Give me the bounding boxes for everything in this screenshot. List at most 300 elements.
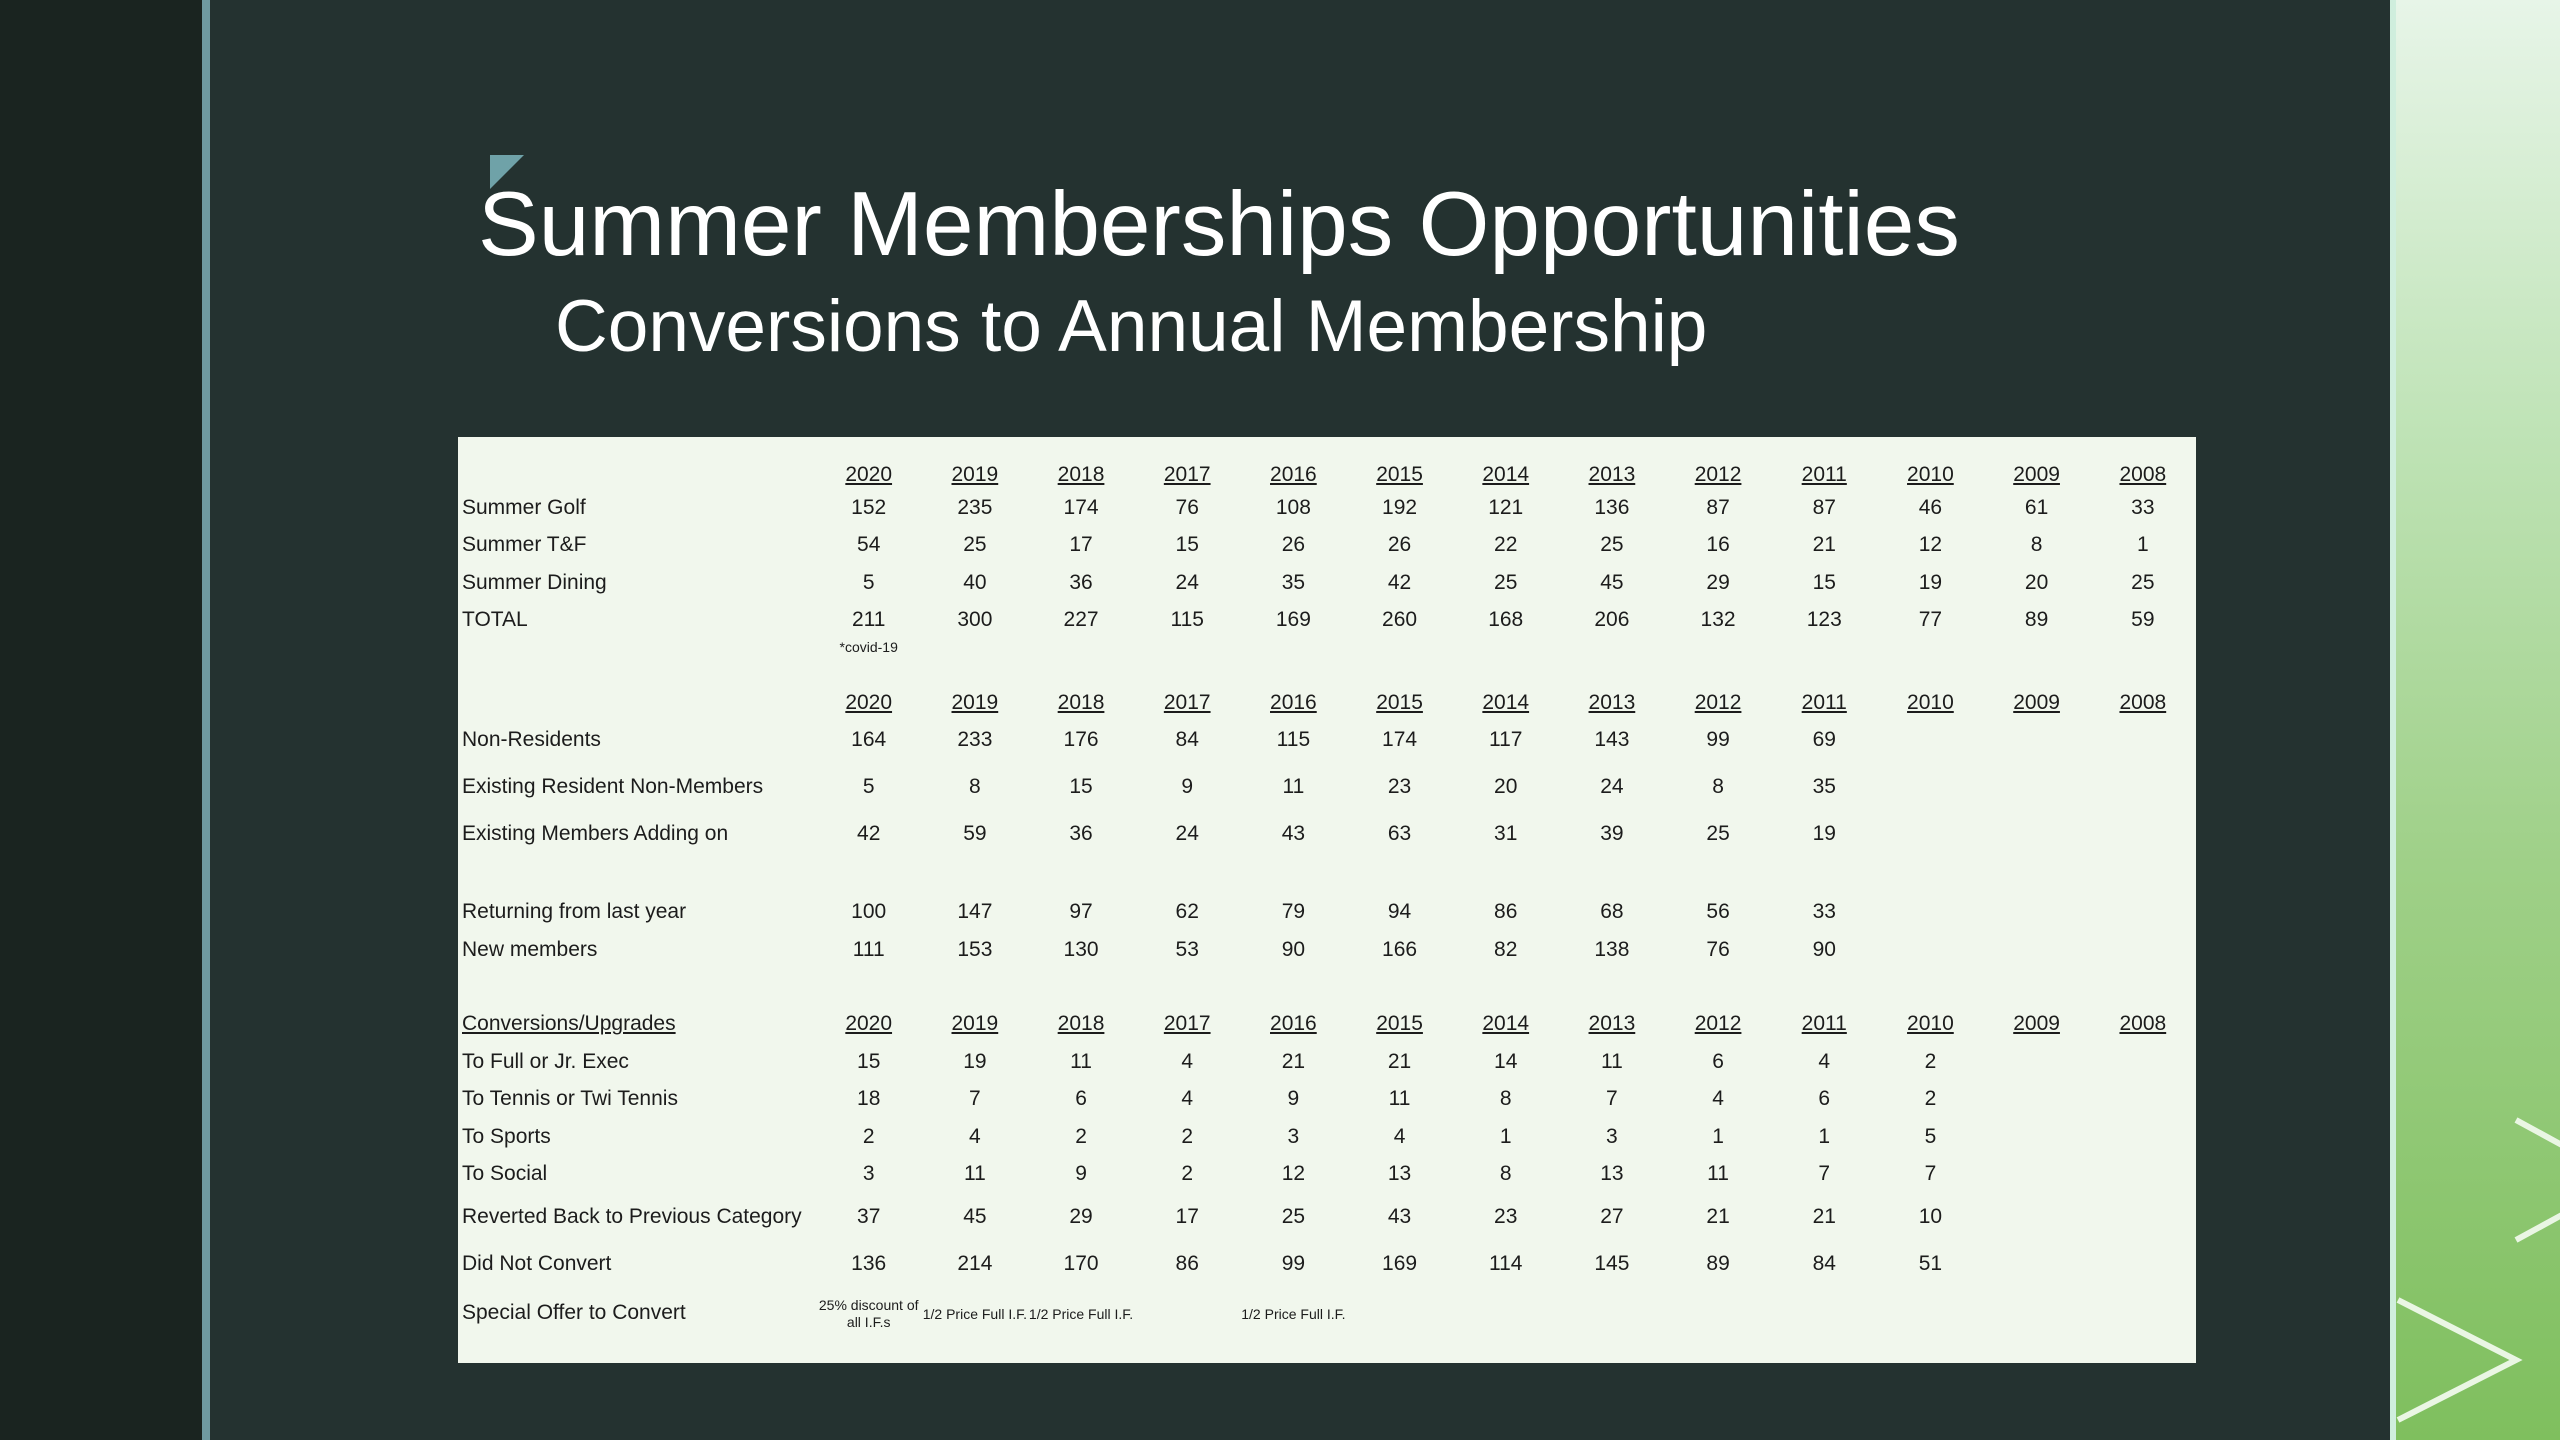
empty-cell <box>458 858 816 894</box>
year-header <box>816 667 922 717</box>
empty-cell <box>1134 639 1240 667</box>
table-cell: 36 <box>1069 822 1093 845</box>
year-header <box>1984 437 2090 489</box>
table-cell: 16 <box>1706 533 1730 557</box>
table-cell: 90 <box>1281 937 1306 961</box>
year-header <box>1240 437 1346 489</box>
year-header <box>1134 437 1240 489</box>
header-label <box>458 437 816 489</box>
slide-subtitle: Conversions to Annual Membership <box>555 286 1708 367</box>
year-header <box>1453 437 1559 489</box>
table-cell: 39 <box>1600 822 1624 845</box>
table-cell: 115 <box>1170 608 1204 632</box>
year-header <box>1665 1006 1771 1044</box>
empty-cell <box>2090 969 2196 1006</box>
table-cell: 68 <box>1600 900 1624 924</box>
empty-cell <box>1559 858 1665 894</box>
year-header <box>1346 1006 1452 1044</box>
table-cell: 3 <box>1606 1124 1618 1148</box>
table-cell: 22 <box>1494 533 1518 557</box>
empty-cell <box>1028 639 1134 667</box>
year-header <box>1559 437 1665 489</box>
header-label-text: Conversions/Upgrades <box>462 1012 676 1036</box>
empty-cell <box>1877 969 1983 1006</box>
table-cell <box>2090 1043 2196 1081</box>
year-header-text: 2018 <box>1057 1012 1105 1036</box>
table-cell: 54 <box>857 533 881 557</box>
empty-cell <box>1771 858 1877 894</box>
table-cell <box>2090 1118 2196 1156</box>
table-cell: 111 <box>852 937 885 961</box>
table-cell: 25 <box>1494 570 1518 594</box>
row-label: Non-Residents <box>462 728 601 751</box>
table-cell: 26 <box>1387 533 1412 557</box>
year-header-text: 2015 <box>1376 690 1423 714</box>
table-cell: 8 <box>969 775 981 798</box>
table-row <box>458 1156 2196 1194</box>
table-cell: 21 <box>1812 1204 1836 1228</box>
table-cell: 10 <box>1918 1204 1943 1228</box>
table-cell: 86 <box>1494 900 1518 924</box>
year-header <box>922 437 1028 489</box>
table-cell: 31 <box>1494 822 1518 845</box>
year-header-text: 2013 <box>1588 463 1636 486</box>
year-header <box>1771 667 1877 717</box>
table-cell: 2 <box>1924 1049 1937 1073</box>
table-cell: 214 <box>957 1251 993 1275</box>
year-header-text: 2014 <box>1482 463 1530 486</box>
table-cell: 108 <box>1275 495 1311 519</box>
empty-cell <box>1984 858 2090 894</box>
row-label: Reverted Back to Previous Category <box>462 1204 802 1228</box>
year-header-text: 2017 <box>1163 463 1211 486</box>
table-cell: 76 <box>1175 495 1199 519</box>
table-cell: 27 <box>1600 1204 1624 1228</box>
table-cell: 20 <box>2024 570 2049 594</box>
table-cell: 36 <box>1069 570 1093 594</box>
table-cell: 25 <box>1281 1204 1306 1228</box>
table-cell: 8 <box>1499 1162 1512 1186</box>
table-cell <box>1984 931 2090 969</box>
year-header-row <box>458 437 2196 489</box>
row-label: Summer Golf <box>462 495 586 519</box>
row-label: To Sports <box>462 1124 551 1148</box>
table-cell: 176 <box>1063 728 1099 751</box>
empty-cell <box>1984 639 2090 667</box>
table-cell: 4 <box>1818 1049 1831 1073</box>
table-cell: 69 <box>1812 728 1836 751</box>
table-cell <box>1877 894 1983 932</box>
table-cell: 17 <box>1069 533 1093 557</box>
table-cell: 115 <box>1276 728 1311 751</box>
empty-cell <box>1134 858 1240 894</box>
empty-cell <box>1559 639 1665 667</box>
table-cell: 4 <box>1181 1049 1194 1073</box>
offer-cell <box>1771 1287 1877 1339</box>
table-cell: 63 <box>1387 822 1412 845</box>
table-cell: 2 <box>1075 1124 1087 1148</box>
year-header <box>1240 1006 1346 1044</box>
empty-cell <box>1346 858 1452 894</box>
offer-cell: 25% discount of all I.F.s <box>818 1297 919 1330</box>
empty-cell <box>1240 639 1346 667</box>
year-header-text: 2013 <box>1588 1012 1636 1036</box>
empty-cell <box>1240 858 1346 894</box>
table-cell: 6 <box>1712 1049 1724 1073</box>
table-cell: 13 <box>1387 1162 1412 1186</box>
table-cell: 15 <box>1175 533 1199 557</box>
table-cell <box>1877 764 1983 811</box>
offer-cell <box>2090 1287 2196 1339</box>
table-cell <box>1984 764 2090 811</box>
table-cell: 45 <box>963 1204 987 1228</box>
empty-cell <box>816 858 922 894</box>
table-cell: 100 <box>851 900 887 924</box>
table-cell: 77 <box>1918 608 1943 632</box>
table-cell: 2 <box>1181 1162 1194 1186</box>
spacer-row <box>458 969 2196 1006</box>
empty-cell <box>1346 969 1452 1006</box>
table-row <box>458 1081 2196 1119</box>
offer-cell <box>1134 1287 1240 1339</box>
table-cell: 6 <box>1075 1087 1087 1111</box>
table-cell: 153 <box>957 937 993 961</box>
year-header <box>1771 1006 1877 1044</box>
table-row <box>458 1193 2196 1240</box>
empty-cell <box>1877 639 1983 667</box>
table-cell: 20 <box>1494 775 1518 798</box>
table-cell: 11 <box>1388 1087 1411 1111</box>
table-cell <box>1984 894 2090 932</box>
table-cell: 192 <box>1382 495 1418 519</box>
table-cell: 136 <box>1594 495 1630 519</box>
table-cell: 15 <box>1812 570 1836 594</box>
table-cell: 136 <box>851 1251 887 1275</box>
left-accent-rule <box>202 0 210 1440</box>
table-cell <box>2090 1081 2196 1119</box>
table-cell: 25 <box>1706 822 1730 845</box>
empty-cell <box>1453 639 1559 667</box>
table-cell: 12 <box>1281 1162 1306 1186</box>
table-cell: 79 <box>1281 900 1306 924</box>
year-header <box>1028 667 1134 717</box>
year-header-text: 2012 <box>1694 1012 1742 1036</box>
year-header-text: 2008 <box>2119 690 2167 714</box>
year-header-text: 2019 <box>951 690 999 714</box>
table-cell <box>1877 717 1983 764</box>
table-cell: 19 <box>963 1049 987 1073</box>
table-cell: 43 <box>1281 822 1306 845</box>
year-header <box>2090 437 2196 489</box>
year-header-text: 2009 <box>2013 463 2060 486</box>
empty-cell <box>1559 969 1665 1006</box>
year-header-text: 2010 <box>1907 463 1954 486</box>
year-header-text: 2011 <box>1801 1012 1847 1036</box>
empty-cell <box>1028 858 1134 894</box>
table-cell <box>1877 811 1983 858</box>
table-cell: 11 <box>1282 775 1305 798</box>
year-header-text: 2020 <box>845 1012 893 1036</box>
table-cell <box>1984 1043 2090 1081</box>
row-label: To Social <box>462 1162 548 1186</box>
row-label: Existing Resident Non-Members <box>462 775 764 798</box>
year-header <box>1559 667 1665 717</box>
empty-cell <box>922 969 1028 1006</box>
row-label: Returning from last year <box>462 900 687 924</box>
row-label: New members <box>462 937 598 961</box>
table-cell: 3 <box>862 1162 875 1186</box>
table-cell: 24 <box>1600 775 1624 798</box>
table-row <box>458 894 2196 932</box>
table-cell <box>2090 1156 2196 1194</box>
data-table-panel <box>458 437 2196 1363</box>
slide-title: Summer Memberships Opportunities <box>478 174 1960 275</box>
table-cell: 9 <box>1075 1162 1087 1186</box>
empty-cell <box>1665 639 1771 667</box>
table-cell: 114 <box>1488 1251 1523 1275</box>
table-cell: 53 <box>1175 937 1199 961</box>
table-cell: 25 <box>963 533 987 557</box>
table-cell: 24 <box>1175 822 1199 845</box>
year-header-text: 2014 <box>1482 690 1530 714</box>
table-cell: 7 <box>1606 1087 1618 1111</box>
offer-cell: 1/2 Price Full I.F. <box>922 1305 1027 1322</box>
table-cell: 7 <box>969 1087 981 1111</box>
offer-cell <box>1984 1287 2090 1339</box>
table-cell: 19 <box>1812 822 1836 845</box>
table-cell: 235 <box>957 495 993 519</box>
table-row <box>458 1240 2196 1287</box>
year-header <box>1453 1006 1559 1044</box>
offer-cell <box>1453 1287 1559 1339</box>
table-cell <box>1877 931 1983 969</box>
table-cell: 2 <box>1181 1124 1194 1148</box>
table-cell: 29 <box>1069 1204 1093 1228</box>
table-cell: 23 <box>1494 1204 1518 1228</box>
table-row <box>458 527 2196 565</box>
table-cell: 94 <box>1387 900 1412 924</box>
year-header-text: 2019 <box>951 1012 999 1036</box>
table-cell: 59 <box>2131 608 2155 632</box>
table-cell: 7 <box>1818 1162 1831 1186</box>
table-cell: 143 <box>1594 728 1630 751</box>
year-header <box>1028 437 1134 489</box>
year-header-text: 2018 <box>1057 690 1105 714</box>
empty-cell <box>1771 639 1877 667</box>
table-cell: 76 <box>1706 937 1730 961</box>
year-header <box>2090 667 2196 717</box>
table-cell: 1 <box>1712 1124 1724 1148</box>
chevron-decoration-icon <box>2396 0 2560 1440</box>
table-cell: 174 <box>1063 495 1099 519</box>
table-cell: 99 <box>1706 728 1730 751</box>
year-header-text: 2020 <box>845 463 893 486</box>
year-header-text: 2011 <box>1801 690 1847 714</box>
table-cell: 4 <box>969 1124 981 1148</box>
table-cell: 40 <box>963 570 987 594</box>
table-cell: 15 <box>1069 775 1093 798</box>
spacer-row <box>458 858 2196 894</box>
table-cell: 174 <box>1382 728 1418 751</box>
year-header <box>2090 1006 2196 1044</box>
year-header <box>1028 1006 1134 1044</box>
table-cell: 3 <box>1287 1124 1300 1148</box>
table-cell <box>2090 717 2196 764</box>
table-cell: 46 <box>1918 495 1943 519</box>
table-cell: 12 <box>1918 533 1943 557</box>
year-header-text: 2020 <box>845 690 893 714</box>
header-label <box>458 1006 816 1044</box>
empty-cell <box>2090 858 2196 894</box>
table-cell: 84 <box>1175 728 1199 751</box>
table-cell: 11 <box>1707 1162 1729 1186</box>
table-cell: 42 <box>857 822 881 845</box>
table-row <box>458 1118 2196 1156</box>
right-decorative-panel <box>2396 0 2560 1440</box>
table-cell: 25 <box>2131 570 2155 594</box>
empty-cell <box>1028 969 1134 1006</box>
year-header-text: 2009 <box>2013 690 2060 714</box>
table-cell: 166 <box>1382 937 1418 961</box>
year-header <box>1665 667 1771 717</box>
empty-cell <box>1877 858 1983 894</box>
empty-cell <box>458 969 816 1006</box>
table-cell: 18 <box>857 1087 881 1111</box>
table-cell: 37 <box>857 1204 881 1228</box>
row-label: Summer Dining <box>462 570 607 594</box>
table-cell: 2 <box>862 1124 875 1148</box>
left-strip <box>0 0 202 1440</box>
table-row <box>458 489 2196 527</box>
table-cell: 87 <box>1706 495 1730 519</box>
year-header-text: 2019 <box>951 463 999 486</box>
table-row <box>458 764 2196 811</box>
year-header <box>1134 667 1240 717</box>
table-cell: 89 <box>2024 608 2049 632</box>
table-cell: 121 <box>1488 495 1524 519</box>
table-cell: 61 <box>2024 495 2049 519</box>
table-cell: 4 <box>1181 1087 1194 1111</box>
year-header <box>1877 437 1983 489</box>
table-cell: 11 <box>1600 1049 1623 1073</box>
table-cell: 206 <box>1594 608 1630 632</box>
row-label: Existing Members Adding on <box>462 822 729 845</box>
table-cell: 84 <box>1812 1251 1836 1275</box>
table-cell: 59 <box>963 822 987 845</box>
year-header-text: 2016 <box>1270 690 1317 714</box>
table-cell <box>2090 1240 2196 1287</box>
table-cell: 21 <box>1387 1049 1412 1073</box>
year-header-text: 2009 <box>2013 1012 2060 1036</box>
table-cell: 123 <box>1806 608 1842 632</box>
year-header <box>1665 437 1771 489</box>
year-header <box>922 1006 1028 1044</box>
table-cell: 19 <box>1918 570 1943 594</box>
year-header <box>1453 667 1559 717</box>
year-header <box>1240 667 1346 717</box>
table-cell: 35 <box>1812 775 1836 798</box>
year-header <box>1134 1006 1240 1044</box>
year-header <box>1984 1006 2090 1044</box>
table-cell <box>1984 1240 2090 1287</box>
table-cell: 9 <box>1287 1087 1300 1111</box>
table-cell: 89 <box>1706 1251 1730 1275</box>
empty-cell <box>1771 969 1877 1006</box>
table-cell <box>1984 1193 2090 1240</box>
empty-cell <box>1984 969 2090 1006</box>
year-header-text: 2016 <box>1270 1012 1317 1036</box>
table-cell: 56 <box>1706 900 1730 924</box>
table-cell: 11 <box>963 1162 986 1186</box>
table-cell: 11 <box>1070 1049 1092 1073</box>
empty-cell <box>1240 969 1346 1006</box>
table-cell: 130 <box>1063 937 1099 961</box>
year-header-text: 2008 <box>2119 463 2167 486</box>
table-cell: 9 <box>1181 775 1194 798</box>
table-cell: 5 <box>1924 1124 1937 1148</box>
table-cell: 132 <box>1700 608 1736 632</box>
offer-cell: 1/2 Price Full I.F. <box>1241 1305 1346 1322</box>
table-cell <box>1984 811 2090 858</box>
year-header-text: 2012 <box>1694 690 1742 714</box>
table-cell: 29 <box>1706 570 1730 594</box>
table-cell: 33 <box>1812 900 1836 924</box>
table-cell: 227 <box>1063 608 1099 632</box>
year-header-text: 2013 <box>1588 690 1636 714</box>
empty-cell <box>458 639 816 667</box>
year-header <box>1346 437 1452 489</box>
year-header-text: 2008 <box>2119 1012 2167 1036</box>
table-cell: 26 <box>1281 533 1306 557</box>
year-header-text: 2017 <box>1163 690 1211 714</box>
special-offer-row <box>458 1287 2196 1339</box>
table-cell: 21 <box>1706 1204 1730 1228</box>
offer-cell <box>1665 1287 1771 1339</box>
header-label <box>458 667 816 717</box>
table-cell: 145 <box>1594 1251 1630 1275</box>
table-cell: 169 <box>1275 608 1311 632</box>
table-cell: 86 <box>1175 1251 1199 1275</box>
table-cell: 164 <box>851 728 887 751</box>
table-cell: 4 <box>1393 1124 1406 1148</box>
year-header-text: 2012 <box>1694 463 1742 486</box>
table-cell: 87 <box>1812 495 1836 519</box>
table-cell: 21 <box>1281 1049 1306 1073</box>
empty-cell <box>1453 858 1559 894</box>
table-cell: 233 <box>957 728 993 751</box>
table-cell: 33 <box>2131 495 2155 519</box>
table-cell: 8 <box>2030 533 2043 557</box>
empty-cell <box>1665 858 1771 894</box>
table-cell: 51 <box>1918 1251 1943 1275</box>
empty-cell <box>1453 969 1559 1006</box>
empty-cell <box>1134 969 1240 1006</box>
covid-note: *covid-19 <box>839 639 898 655</box>
table-cell: 1 <box>2136 533 2149 557</box>
row-label: Did Not Convert <box>462 1251 612 1275</box>
row-label: Summer T&F <box>462 533 587 557</box>
table-cell: 21 <box>1812 533 1836 557</box>
table-cell: 97 <box>1069 900 1093 924</box>
table-cell: 152 <box>851 495 887 519</box>
table-cell: 25 <box>1600 533 1624 557</box>
table-cell: 260 <box>1382 608 1418 632</box>
offer-cell: 1/2 Price Full I.F. <box>1028 1305 1134 1322</box>
offer-cell <box>1559 1287 1665 1339</box>
table-cell: 8 <box>1712 775 1724 798</box>
table-cell: 211 <box>851 608 886 632</box>
table-cell: 1 <box>1499 1124 1512 1148</box>
